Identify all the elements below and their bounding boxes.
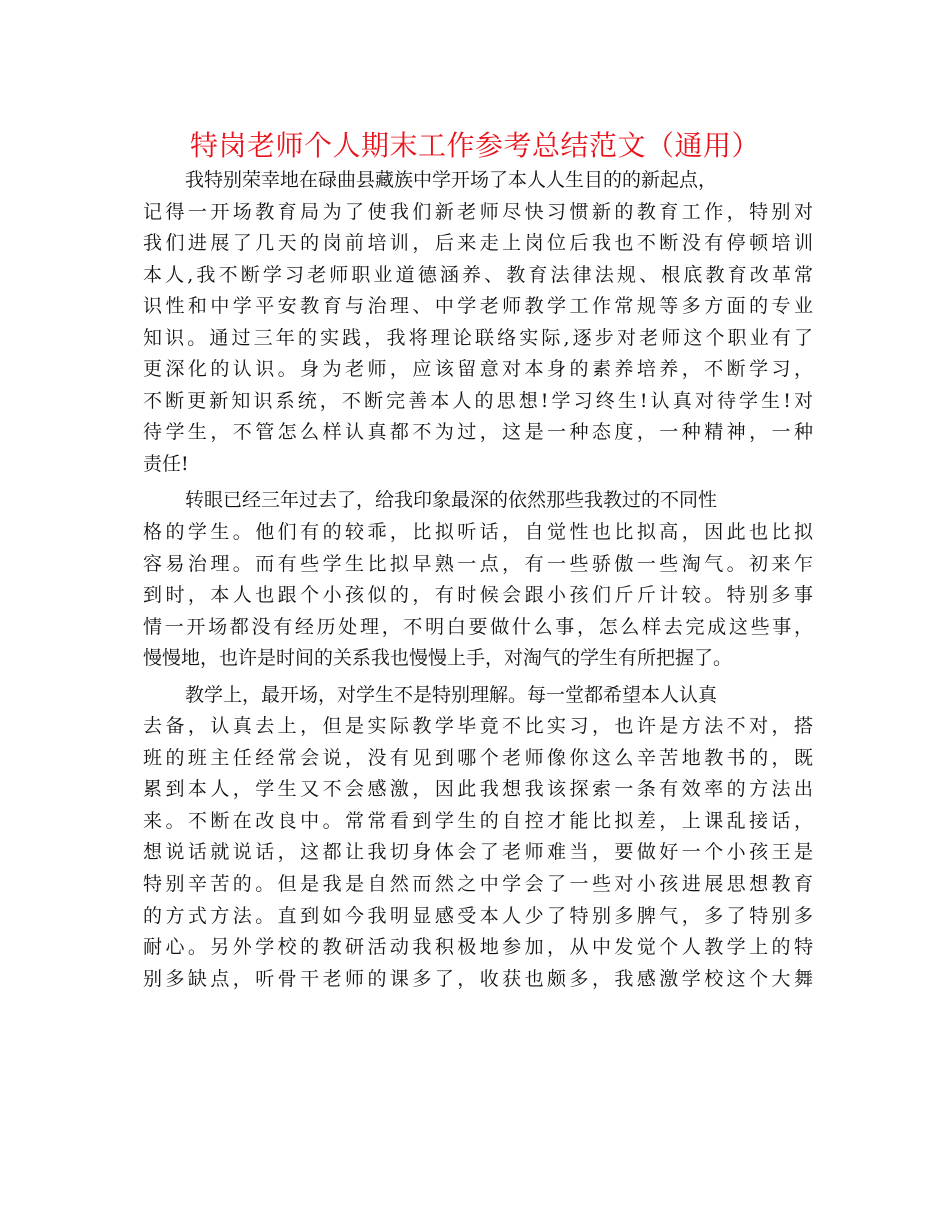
paragraph xyxy=(143,680,813,995)
text-line: 记得一开场教育局为了使我们新老师尽快习惯新的教育工作，特别对 xyxy=(143,200,813,223)
text-line: 慢慢地，也许是时间的关系我也慢慢上手，对淘气的学生有所把握了。 xyxy=(143,647,733,670)
text-line: 我特别荣幸地在碌曲县藏族中学开场了本人人生目的的新起点， xyxy=(185,169,718,191)
text-line: 想说话就说话，这都让我切身体会了老师难当，要做好一个小孩王是 xyxy=(143,841,813,864)
text-line: 转眼已经三年过去了，给我印象最深的依然那些我教过的不同性 xyxy=(185,489,718,512)
text-line: 容易治理。而有些学生比拟早熟一点，有一些骄傲一些淘气。初来乍 xyxy=(143,552,813,575)
text-line: 到时，本人也跟个小孩似的，有时候会跟小孩们斤斤计较。特别多事 xyxy=(143,584,813,607)
text-line: 责任! xyxy=(143,452,189,475)
text-line: 不断更新知识系统，不断完善本人的思想!学习终生!认真对待学生!对 xyxy=(143,389,813,412)
text-line: 识性和中学平安教育与治理、中学老师教学工作常规等多方面的专业 xyxy=(143,295,813,318)
text-line: 累到本人，学生又不会感激，因此我想我该探索一条有效率的方法出 xyxy=(143,778,813,801)
text-line: 我们进展了几天的岗前培训，后来走上岗位后我也不断没有停顿培训 xyxy=(143,232,813,255)
text-line: 耐心。另外学校的教研活动我积极地参加，从中发觉个人教学上的特 xyxy=(143,936,813,959)
text-line: 情一开场都没有经历处理，不明白要做什么事，怎么样去完成这些事， xyxy=(143,615,813,638)
paragraph xyxy=(143,165,813,480)
paragraph xyxy=(143,485,813,674)
text-line: 班的班主任经常会说，没有见到哪个老师像你这么辛苦地教书的，既 xyxy=(143,746,813,769)
text-line: 的方式方法。直到如今我明显感受本人少了特别多脾气，多了特别多 xyxy=(143,904,813,927)
text-line: 知识。通过三年的实践，我将理论联络实际,逐步对老师这个职业有了 xyxy=(143,326,813,349)
text-line: 去备，认真去上，但是实际教学毕竟不比实习，也许是方法不对，搭 xyxy=(143,715,813,738)
document-title: 特岗老师个人期末工作参考总结范文（通用） xyxy=(189,129,760,162)
text-line: 特别辛苦的。但是我是自然而然之中学会了一些对小孩进展思想教育 xyxy=(143,873,813,896)
text-line: 别多缺点，听骨干老师的课多了，收获也颇多，我感激学校这个大舞 xyxy=(143,967,813,990)
text-line: 更深化的认识。身为老师，应该留意对本身的素养培养，不断学习， xyxy=(143,358,813,381)
text-line: 格的学生。他们有的较乖，比拟听话，自觉性也比拟高，因此也比拟 xyxy=(143,521,813,544)
text-line: 待学生，不管怎么样认真都不为过，这是一种态度，一种精神，一种 xyxy=(143,421,813,444)
text-line: 教学上，最开场，对学生不是特别理解。每一堂都希望本人认真 xyxy=(185,683,718,706)
text-line: 本人,我不断学习老师职业道德涵养、教育法律法规、根底教育改革常 xyxy=(143,263,813,286)
text-line: 来。不断在改良中。常常看到学生的自控才能比拟差，上课乱接话， xyxy=(143,809,813,832)
document-body xyxy=(143,165,813,995)
